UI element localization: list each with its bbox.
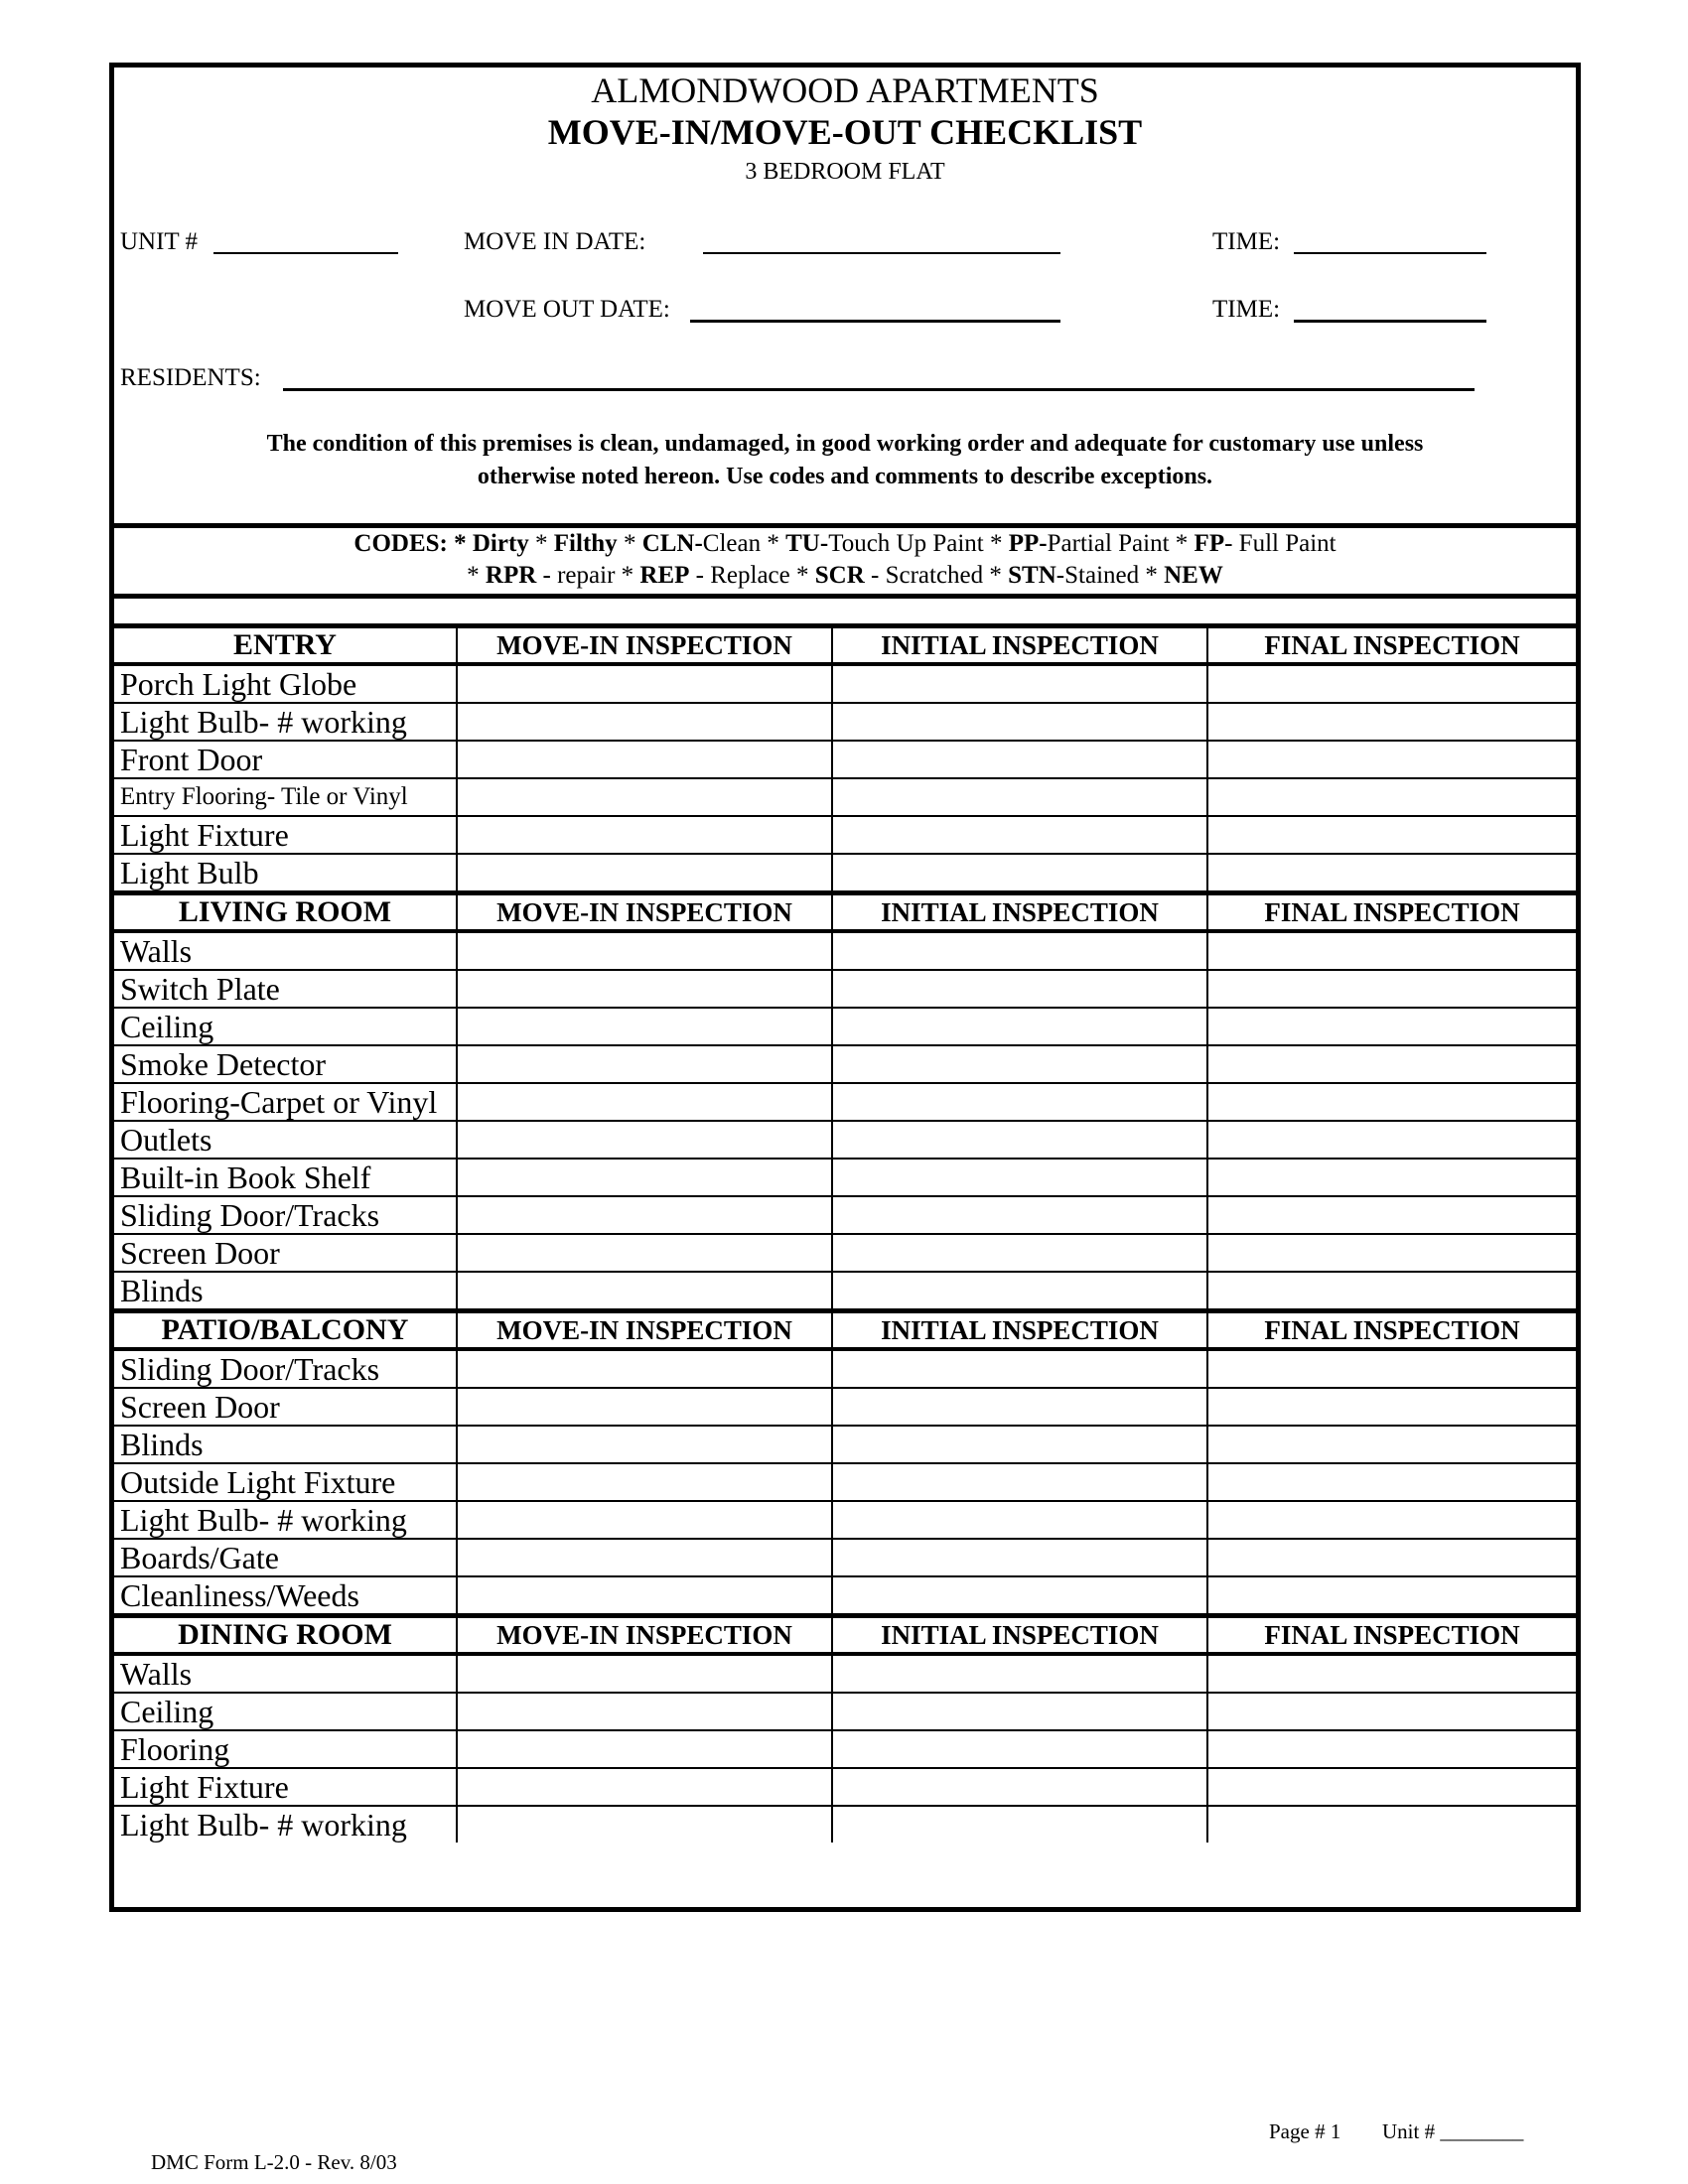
column-header: INITIAL INSPECTION [832,1616,1207,1655]
code-run: -Stained * [1055,562,1165,589]
column-header: INITIAL INSPECTION [832,893,1207,932]
initial-inspection-cell[interactable] [832,1234,1207,1272]
final-inspection-cell[interactable] [1207,970,1576,1008]
move-in-inspection-cell[interactable] [457,1426,832,1463]
code-run: Dirty [472,530,529,557]
move-in-inspection-cell[interactable] [457,1272,832,1311]
item-label: Flooring-Carpet or Vinyl [114,1083,457,1121]
table-row [114,1196,1576,1234]
initial-inspection-cell[interactable] [832,741,1207,778]
section-name: ENTRY [114,626,457,665]
move-in-inspection-cell[interactable] [457,703,832,741]
item-label: Walls [114,1654,457,1693]
code-run: * [617,530,642,557]
table-row [114,664,1576,703]
item-label: Front Door [114,741,457,778]
code-run: STN [1008,562,1056,589]
form-title: MOVE-IN/MOVE-OUT CHECKLIST [547,112,1143,152]
code-run: - Scratched * [864,562,1009,589]
column-header: MOVE-IN INSPECTION [457,1311,832,1350]
code-run: - repair * [536,562,640,589]
move-out-date-label: MOVE OUT DATE: [464,296,670,323]
final-inspection-cell[interactable] [1207,1272,1576,1311]
final-inspection-cell[interactable] [1207,1349,1576,1388]
item-label: Switch Plate [114,970,457,1008]
section-header-row [114,626,1576,665]
final-inspection-cell[interactable] [1207,1501,1576,1539]
move-in-date-field[interactable] [703,252,1060,254]
item-label: Outside Light Fixture [114,1463,457,1501]
initial-inspection-cell[interactable] [832,1768,1207,1806]
final-inspection-cell[interactable] [1207,778,1576,816]
table-row [114,1730,1576,1768]
codes-line2 [114,562,1576,590]
initial-inspection-cell[interactable] [832,664,1207,703]
move-in-inspection-cell[interactable] [457,1539,832,1576]
form-id: DMC Form L-2.0 - Rev. 8/03 [151,2150,397,2174]
initial-inspection-cell[interactable] [832,1426,1207,1463]
final-inspection-cell[interactable] [1207,1083,1576,1121]
item-label: Light Fixture [114,1768,457,1806]
code-run: Filthy [553,530,618,557]
item-label: Sliding Door/Tracks [114,1196,457,1234]
code-run: REP [639,562,690,589]
condition-statement-line1: The condition of this premises is clean, undamaged, in good working order and adequate for customary use unless [266,431,1424,457]
table-row [114,1463,1576,1501]
final-inspection-cell[interactable] [1207,1159,1576,1196]
move-in-inspection-cell[interactable] [457,1008,832,1045]
divider [114,594,1576,599]
code-run: TU- [785,530,829,557]
table-row [114,1234,1576,1272]
column-header: MOVE-IN INSPECTION [457,626,832,665]
item-label: Light Bulb [114,854,457,893]
move-in-inspection-cell[interactable] [457,664,832,703]
move-in-date-label: MOVE IN DATE: [464,228,646,255]
initial-inspection-cell[interactable] [832,854,1207,893]
final-inspection-cell[interactable] [1207,741,1576,778]
item-label: Screen Door [114,1234,457,1272]
move-in-inspection-cell[interactable] [457,1463,832,1501]
item-label: Light Fixture [114,816,457,854]
initial-inspection-cell[interactable] [832,778,1207,816]
initial-inspection-cell[interactable] [832,1196,1207,1234]
code-run: - Full Paint [1224,530,1336,557]
code-run: CODES: * [353,530,473,557]
code-run: CLN- [641,530,703,557]
code-run: FP [1194,530,1225,557]
table-row [114,854,1576,893]
table-row [114,970,1576,1008]
move-in-inspection-cell[interactable] [457,854,832,893]
section-name: DINING ROOM [114,1616,457,1655]
table-row [114,1693,1576,1730]
column-header: MOVE-IN INSPECTION [457,1616,832,1655]
item-label: Light Bulb- # working [114,1501,457,1539]
table-row [114,741,1576,778]
move-in-inspection-cell[interactable] [457,931,832,970]
table-row [114,778,1576,816]
item-label: Boards/Gate [114,1539,457,1576]
code-run: RPR [485,562,537,589]
company-name: ALMONDWOOD APARTMENTS [591,70,1099,110]
final-inspection-cell[interactable] [1207,664,1576,703]
move-in-inspection-cell[interactable] [457,1768,832,1806]
final-inspection-cell[interactable] [1207,1806,1576,1843]
column-header: FINAL INSPECTION [1207,1616,1576,1655]
code-run: - Replace * [689,562,815,589]
item-label: Sliding Door/Tracks [114,1349,457,1388]
initial-inspection-cell[interactable] [832,1272,1207,1311]
item-label: Ceiling [114,1693,457,1730]
final-inspection-cell[interactable] [1207,1576,1576,1616]
code-run: Touch Up Paint * [828,530,1009,557]
section-name: PATIO/BALCONY [114,1311,457,1350]
unit-label: UNIT # [120,228,199,255]
table-row [114,1045,1576,1083]
initial-inspection-cell[interactable] [832,970,1207,1008]
section-header-row [114,1311,1576,1350]
final-inspection-cell[interactable] [1207,1388,1576,1426]
table-row [114,1272,1576,1311]
code-run: Partial Paint * [1047,530,1195,557]
table-row [114,1501,1576,1539]
item-label: Blinds [114,1272,457,1311]
final-inspection-cell[interactable] [1207,1693,1576,1730]
form-frame [109,63,1581,1912]
move-out-time-field[interactable] [1294,320,1486,323]
initial-inspection-cell[interactable] [832,1463,1207,1501]
initial-inspection-cell[interactable] [832,1388,1207,1426]
code-run: NEW [1164,562,1223,589]
final-inspection-cell[interactable] [1207,703,1576,741]
table-row [114,1388,1576,1426]
final-inspection-cell[interactable] [1207,1234,1576,1272]
move-in-inspection-cell[interactable] [457,970,832,1008]
table-row [114,931,1576,970]
page-number: Page # 1 [1269,2119,1341,2143]
initial-inspection-cell[interactable] [832,703,1207,741]
initial-inspection-cell[interactable] [832,1349,1207,1388]
initial-inspection-cell[interactable] [832,1121,1207,1159]
final-inspection-cell[interactable] [1207,1768,1576,1806]
item-label: Ceiling [114,1008,457,1045]
final-inspection-cell[interactable] [1207,1463,1576,1501]
divider [114,523,1576,528]
table-row [114,1426,1576,1463]
residents-label: RESIDENTS: [120,364,261,391]
item-label: Light Bulb- # working [114,703,457,741]
table-row [114,1159,1576,1196]
final-inspection-cell[interactable] [1207,1730,1576,1768]
item-label: Entry Flooring- Tile or Vinyl [114,778,457,816]
item-label: Light Bulb- # working [114,1806,457,1843]
table-row [114,1768,1576,1806]
final-inspection-cell[interactable] [1207,1426,1576,1463]
initial-inspection-cell[interactable] [832,1501,1207,1539]
move-in-inspection-cell[interactable] [457,1388,832,1426]
code-run: * [467,562,486,589]
item-label: Cleanliness/Weeds [114,1576,457,1616]
move-in-inspection-cell[interactable] [457,1730,832,1768]
table-row [114,703,1576,741]
table-row [114,816,1576,854]
move-in-inspection-cell[interactable] [457,1654,832,1693]
code-run: SCR [814,562,865,589]
move-in-inspection-cell[interactable] [457,1234,832,1272]
move-in-inspection-cell[interactable] [457,1576,832,1616]
table-row [114,1349,1576,1388]
item-label: Outlets [114,1121,457,1159]
move-in-time-label: TIME: [1212,228,1281,255]
move-in-inspection-cell[interactable] [457,778,832,816]
move-in-inspection-cell[interactable] [457,1501,832,1539]
move-in-inspection-cell[interactable] [457,741,832,778]
initial-inspection-cell[interactable] [832,931,1207,970]
column-header: FINAL INSPECTION [1207,626,1576,665]
item-label: Smoke Detector [114,1045,457,1083]
code-run: Clean * [702,530,786,557]
table-row [114,1654,1576,1693]
inspection-table [114,623,1576,1843]
item-label: Walls [114,931,457,970]
column-header: INITIAL INSPECTION [832,626,1207,665]
initial-inspection-cell[interactable] [832,816,1207,854]
initial-inspection-cell[interactable] [832,1806,1207,1843]
residents-field[interactable] [283,388,1475,391]
table-row [114,1008,1576,1045]
section-header-row [114,1616,1576,1655]
column-header: INITIAL INSPECTION [832,1311,1207,1350]
code-run: PP- [1008,530,1048,557]
table-row [114,1576,1576,1616]
final-inspection-cell[interactable] [1207,854,1576,893]
final-inspection-cell[interactable] [1207,931,1576,970]
initial-inspection-cell[interactable] [832,1159,1207,1196]
item-label: Built-in Book Shelf [114,1159,457,1196]
move-in-inspection-cell[interactable] [457,1806,832,1843]
final-inspection-cell[interactable] [1207,816,1576,854]
item-label: Flooring [114,1730,457,1768]
table-row [114,1806,1576,1843]
move-in-inspection-cell[interactable] [457,816,832,854]
column-header: MOVE-IN INSPECTION [457,893,832,932]
final-inspection-cell[interactable] [1207,1008,1576,1045]
final-inspection-cell[interactable] [1207,1196,1576,1234]
item-label: Porch Light Globe [114,664,457,703]
initial-inspection-cell[interactable] [832,1693,1207,1730]
move-in-time-field[interactable] [1294,252,1486,254]
unit-field[interactable] [213,252,398,254]
initial-inspection-cell[interactable] [832,1008,1207,1045]
initial-inspection-cell[interactable] [832,1730,1207,1768]
item-label: Blinds [114,1426,457,1463]
move-in-inspection-cell[interactable] [457,1159,832,1196]
table-row [114,1539,1576,1576]
column-header: FINAL INSPECTION [1207,893,1576,932]
initial-inspection-cell[interactable] [832,1654,1207,1693]
form-subtitle: 3 BEDROOM FLAT [745,159,945,185]
final-inspection-cell[interactable] [1207,1654,1576,1693]
move-out-date-field[interactable] [690,320,1060,323]
table-row [114,1083,1576,1121]
codes-line1 [114,530,1576,558]
move-in-inspection-cell[interactable] [457,1196,832,1234]
move-in-inspection-cell[interactable] [457,1349,832,1388]
move-in-inspection-cell[interactable] [457,1121,832,1159]
final-inspection-cell[interactable] [1207,1121,1576,1159]
column-header: FINAL INSPECTION [1207,1311,1576,1350]
initial-inspection-cell[interactable] [832,1539,1207,1576]
initial-inspection-cell[interactable] [832,1045,1207,1083]
initial-inspection-cell[interactable] [832,1576,1207,1616]
section-name: LIVING ROOM [114,893,457,932]
final-inspection-cell[interactable] [1207,1539,1576,1576]
move-out-time-label: TIME: [1212,296,1281,323]
move-in-inspection-cell[interactable] [457,1045,832,1083]
footer-unit: Unit # ________ [1382,2119,1524,2143]
final-inspection-cell[interactable] [1207,1045,1576,1083]
item-label: Screen Door [114,1388,457,1426]
move-in-inspection-cell[interactable] [457,1693,832,1730]
section-header-row [114,893,1576,932]
condition-statement-line2: otherwise noted hereon. Use codes and comments to describe exceptions. [477,464,1213,489]
move-in-inspection-cell[interactable] [457,1083,832,1121]
table-row [114,1121,1576,1159]
code-run: * [528,530,554,557]
initial-inspection-cell[interactable] [832,1083,1207,1121]
